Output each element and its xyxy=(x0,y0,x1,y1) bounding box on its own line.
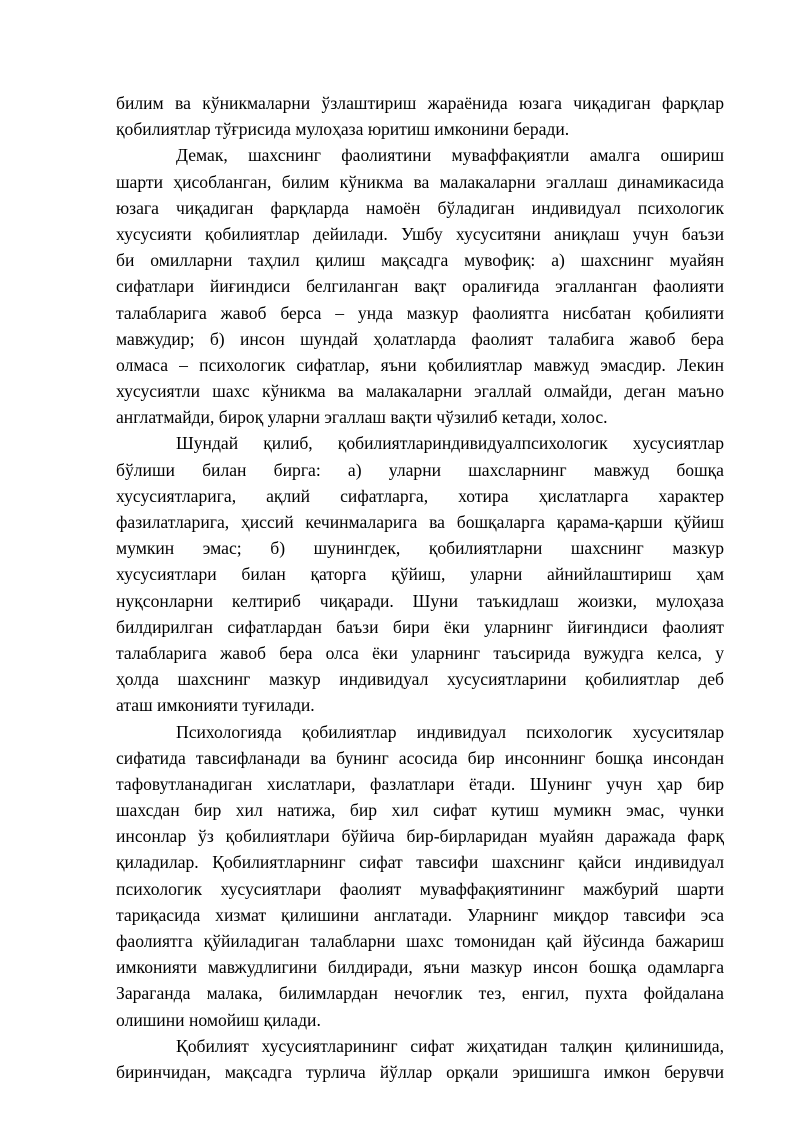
text-line: шарти ҳисобланган, билим кўникма ва малакаларни эгаллаш динамикасида xyxy=(116,171,724,192)
text-line: фаолиятга қўйиладиган талабларни шахс томонидан қай йўсинда бажариш xyxy=(116,931,724,951)
text-line: тариқасида хизмат қилишини англатади. Уларнинг миқдор тавсифи эса xyxy=(116,904,724,925)
text-line: Психологияда қобилиятлар индивидуал психологик хусуситялар xyxy=(176,721,724,742)
body-text xyxy=(116,90,724,1085)
text-line: юзага чиқадиган фарқларда намоён бўладиган индивидуал психологик xyxy=(116,197,724,218)
text-line: билим ва кўникмаларни ўзлаштириш жараёнида юзага чиқадиган фарқлар xyxy=(116,93,724,113)
text-line: мавжудир; б) инсон шундай ҳолатларда фаолият талабига жавоб бера xyxy=(116,328,724,349)
text-line: Демак, шахснинг фаолиятини муваффақиятли амалга ошириш xyxy=(176,145,724,166)
text-line: нуқсонларни келтириб чиқаради. Шуни таъкидлаш жоизки, мулоҳаза xyxy=(116,590,724,611)
text-line: хусусиятларига, ақлий сифатларга, хотира ҳислатларга характер xyxy=(116,485,724,506)
text-line: хусусиятли шахс кўникма ва малакаларни эгаллай олмайди, деган маъно xyxy=(116,381,724,402)
text-line: тафовутланадиган хислатлари, фазлатлари ётади. Шунинг учун ҳар бир xyxy=(116,773,724,794)
text-line: сифатлари йиғиндиси белгиланган вақт оралиғида эгалланган фаолияти xyxy=(116,276,724,297)
text-line: ҳолда шахснинг мазкур индивидуал хусусиятларини қобилиятлар деб xyxy=(116,669,724,690)
text-line: хусусияти қобилиятлар дейилади. Ушбу хусуситяни аниқлаш учун баъзи xyxy=(116,223,724,244)
text-line: инсонлар ўз қобилиятлари бўйича бир-бирларидан муайян даражада фарқ xyxy=(116,826,724,847)
text-line: билдирилган сифатлардан баъзи бири ёки уларнинг йиғиндиси фаолият xyxy=(116,616,724,637)
text-line: Зараганда малака, билимлардан нечоғлик тез, енгил, пухта фойдалана xyxy=(116,983,724,1004)
text-line: англатмайди, бироқ уларни эгаллаш вақти чўзилиб кетади, холос. xyxy=(116,407,608,428)
text-line: би омилларни таҳлил қилиш мақсадга мувофиқ: а) шахснинг муайян xyxy=(116,250,724,271)
text-line: Қобилият хусусиятларининг сифат жиҳатидан талқин қилинишида, xyxy=(176,1035,724,1056)
text-line: талабларига жавоб бера олса ёки уларнинг таъсирида вужудга келса, у xyxy=(116,642,724,663)
text-line: аташ имконияти туғилади. xyxy=(116,695,315,716)
text-line: мумкин эмас; б) шунингдек, қобилиятларни шахснинг мазкур xyxy=(116,538,724,559)
text-line: олишини номойиш қилади. xyxy=(116,1009,321,1030)
text-line: психологик хусусиятлари фаолият муваффақиятининг мажбурий шарти xyxy=(116,878,724,899)
text-line: имконияти мавжудлигини билдиради, яъни мазкур инсон бошқа одамларга xyxy=(116,957,724,978)
text-line: биринчидан, мақсадга турлича йўллар орқали эришишга имкон берувчи xyxy=(116,1061,724,1082)
text-line: олмаса – психологик сифатлар, яъни қобилиятлар мавжуд эмасдир. Лекин xyxy=(116,354,724,375)
text-line: сифатида тавсифланади ва бунинг асосида бир инсоннинг бошқа инсондан xyxy=(116,747,724,768)
text-line: фазилатларига, ҳиссий кечинмаларига ва бошқаларга қарама-қарши қўйиш xyxy=(116,512,724,532)
text-line: қобилиятлар тўғрисида мулоҳаза юритиш имконини беради. xyxy=(116,119,570,140)
text-line: талабларига жавоб берса – унда мазкур фаолиятга нисбатан қобилияти xyxy=(116,302,724,323)
text-line: бўлиши билан бирга: а) уларни шахсларнинг мавжуд бошқа xyxy=(116,459,724,480)
text-line: хусусиятлари билан қаторга қўйиш, уларни айнийлаштириш ҳам xyxy=(116,564,724,585)
text-line: шахсдан бир хил натижа, бир хил сифат кутиш мумикн эмас, чунки xyxy=(116,800,724,821)
text-line: қиладилар. Қобилиятларнинг сифат тавсифи шахснинг қайси индивидуал xyxy=(116,852,724,873)
text-line: Шундай қилиб, қобилиятлариндивидуалпсихологик хусусиятлар xyxy=(176,433,724,454)
